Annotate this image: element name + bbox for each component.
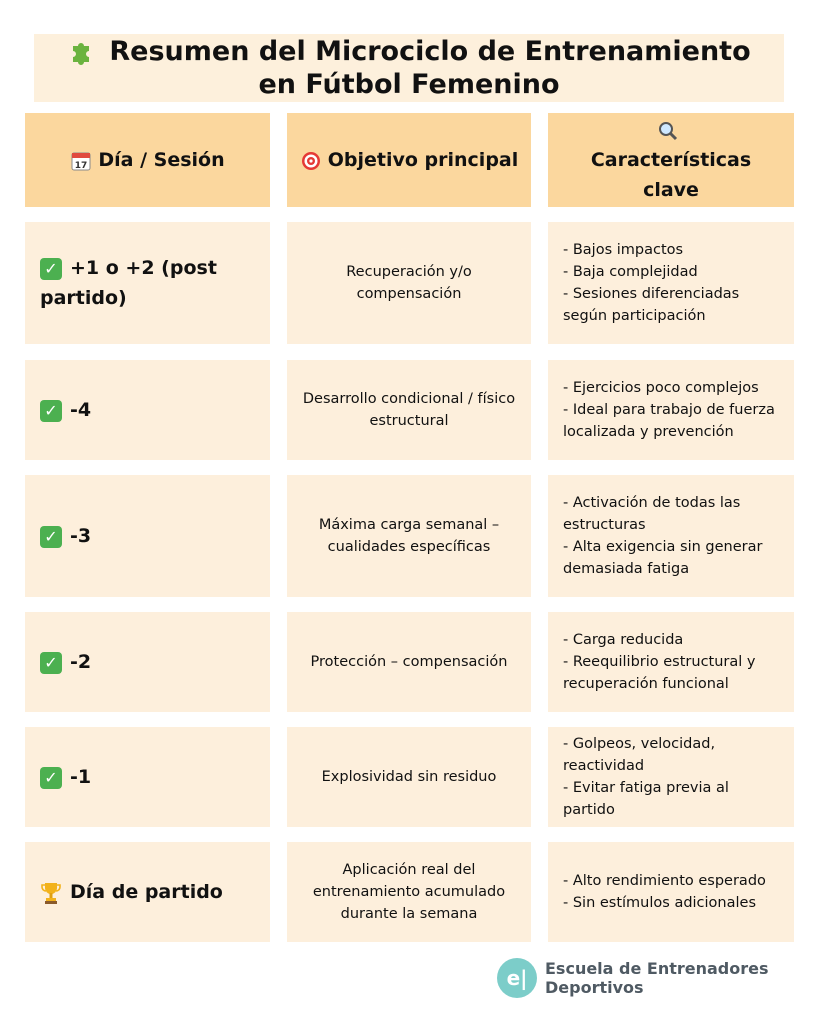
row-1-day [25, 222, 270, 344]
logo-mark: e| [497, 958, 537, 998]
check-icon: ✓ [40, 258, 62, 280]
target-icon [300, 150, 322, 172]
check-icon: ✓ [40, 767, 62, 789]
row-2-day [25, 360, 270, 460]
row-1-feature: - Baja complejidad [563, 264, 698, 280]
row-4-objective-text: Protección – compensación [310, 654, 508, 670]
calendar-icon [70, 150, 92, 172]
row-2-objective [287, 360, 531, 460]
row-5-feature: - Evitar fatiga previa al partido [563, 780, 729, 818]
header-day [25, 113, 270, 207]
page-title-line-1: Resumen del Microciclo de Entrenamiento [109, 36, 751, 67]
row-4-features [548, 612, 794, 712]
header-objective [287, 113, 531, 207]
row-5-day [25, 727, 270, 827]
row-1-features [548, 222, 794, 344]
row-4-feature: - Carga reducida [563, 632, 684, 648]
row-1-day-label: +1 o +2 (post partido) [40, 257, 217, 309]
puzzle-icon [67, 36, 99, 68]
row-6-feature: - Sin estímulos adicionales [563, 895, 757, 911]
row-1-objective-text: Recuperación y/o compensación [346, 264, 472, 302]
row-5-day-label: -1 [70, 766, 92, 788]
row-2-day-label: -4 [70, 399, 92, 421]
logo-line-2: Deportivos [545, 978, 644, 997]
logo-text [545, 959, 769, 997]
row-3-feature: - Alta exigencia sin generar demasiada fatiga [563, 539, 763, 577]
title-line-1 [67, 35, 750, 68]
check-icon: ✓ [40, 400, 62, 422]
row-6-day [25, 842, 270, 942]
row-6-day-label: Día de partido [70, 881, 223, 903]
row-6-objective [287, 842, 531, 942]
row-2-feature: - Ejercicios poco complejos [563, 380, 759, 396]
title-banner [34, 34, 784, 102]
logo-line-1: Escuela de Entrenadores [545, 959, 769, 978]
row-2-feature: - Ideal para trabajo de fuerza localizada y prevención [563, 402, 775, 440]
row-5-features [548, 727, 794, 827]
brand-logo [497, 958, 769, 998]
row-3-features [548, 475, 794, 597]
header-features [548, 113, 794, 207]
check-icon: ✓ [40, 652, 62, 674]
row-3-objective [287, 475, 531, 597]
row-5-objective-text: Explosividad sin residuo [321, 769, 497, 785]
row-4-day-label: -2 [70, 651, 92, 673]
row-6-objective-text: Aplicación real del entrenamiento acumulado durante la semana [312, 862, 506, 922]
magnifier-icon [657, 120, 679, 142]
page-title-line-2: en Fútbol Femenino [258, 69, 560, 100]
row-3-day [25, 475, 270, 597]
row-5-feature: - Golpeos, velocidad, reactividad [563, 736, 716, 774]
row-6-features [548, 842, 794, 942]
row-4-objective [287, 612, 531, 712]
row-3-objective-text: Máxima carga semanal – cualidades específicas [318, 517, 500, 555]
trophy-icon [40, 881, 62, 905]
row-6-feature: - Alto rendimiento esperado [563, 873, 766, 889]
svg-text:17: 17 [75, 160, 88, 171]
row-3-feature: - Activación de todas las estructuras [563, 495, 741, 533]
row-5-objective [287, 727, 531, 827]
row-2-features [548, 360, 794, 460]
row-1-feature: - Sesiones diferenciadas según participación [563, 286, 740, 324]
row-3-day-label: -3 [70, 525, 92, 547]
header-day-label: Día / Sesión [98, 149, 225, 171]
check-icon: ✓ [40, 526, 62, 548]
header-features-label: Características clave [590, 149, 752, 201]
row-1-feature: - Bajos impactos [563, 242, 684, 258]
header-objective-label: Objetivo principal [327, 149, 519, 171]
row-2-objective-text: Desarrollo condicional / físico estructural [302, 391, 516, 429]
row-1-objective [287, 222, 531, 344]
row-4-day [25, 612, 270, 712]
row-4-feature: - Reequilibrio estructural y recuperación funcional [563, 654, 756, 692]
